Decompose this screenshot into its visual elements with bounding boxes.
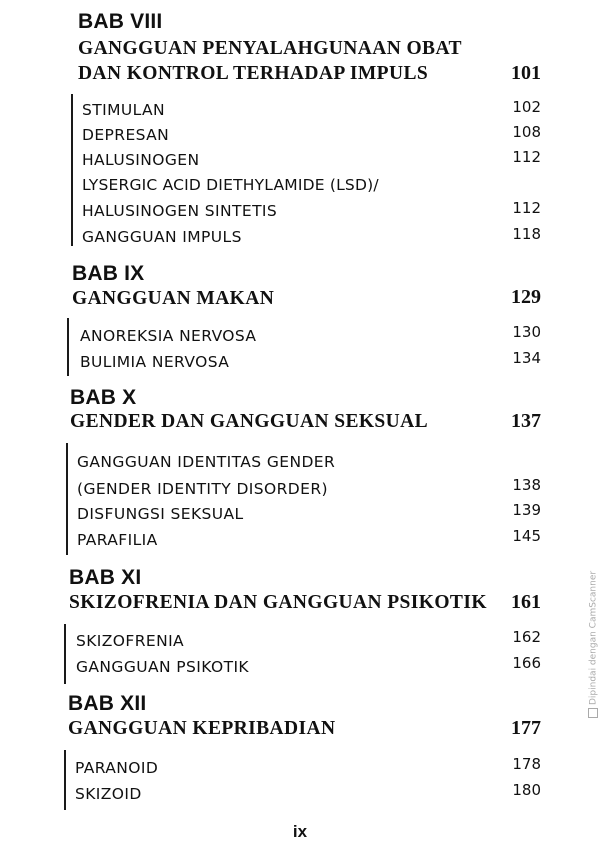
scanner-watermark-text: Dipindai dengan CamScanner	[588, 570, 599, 705]
toc-entry: LYSERGIC ACID DIETHYLAMIDE (LSD)/	[82, 176, 379, 194]
toc-entry: HALUSINOGEN	[82, 151, 200, 169]
chapter-9-page: 129	[511, 286, 541, 308]
chapter-11-label: BAB XI	[69, 566, 142, 589]
toc-entry: PARAFILIA	[77, 531, 158, 549]
chapter-10-page: 137	[511, 410, 541, 432]
chapter-10-rule	[66, 443, 68, 555]
chapter-9-label: BAB IX	[72, 262, 145, 285]
chapter-8-title-line-2: DAN KONTROL TERHADAP IMPULS	[78, 63, 429, 84]
toc-entry-page: 108	[512, 123, 541, 141]
toc-entry: BULIMIA NERVOSA	[80, 353, 230, 371]
chapter-12-page: 177	[511, 717, 541, 739]
toc-entry: SKIZOID	[75, 785, 142, 803]
toc-entry: PARANOID	[75, 759, 159, 777]
chapter-8-page: 101	[511, 62, 541, 84]
toc-entry-page: 134	[512, 349, 541, 367]
chapter-8-label: BAB VIII	[78, 10, 163, 33]
chapter-12-title: GANGGUAN KEPRIBADIAN	[68, 718, 336, 739]
chapter-11-title: SKIZOFRENIA DAN GANGGUAN PSIKOTIK	[69, 592, 487, 613]
chapter-9-title: GANGGUAN MAKAN	[72, 288, 275, 309]
scanner-watermark	[588, 571, 599, 718]
chapter-12-label: BAB XII	[68, 692, 147, 715]
toc-entry-page: 112	[512, 148, 541, 166]
chapter-12-rule	[64, 750, 66, 810]
toc-entry: DEPRESAN	[82, 126, 170, 144]
page-number: ix	[292, 822, 308, 841]
toc-entry: HALUSINOGEN SINTETIS	[82, 202, 278, 220]
toc-entry: GANGGUAN IDENTITAS GENDER	[77, 453, 336, 471]
toc-entry: GANGGUAN IMPULS	[82, 228, 242, 246]
toc-entry-page: 118	[512, 225, 541, 243]
toc-entry-page: 166	[512, 654, 541, 672]
toc-entry-page: 138	[512, 476, 541, 494]
toc-entry: GANGGUAN PSIKOTIK	[76, 658, 249, 676]
chapter-10-title: GENDER DAN GANGGUAN SEKSUAL	[70, 411, 429, 432]
toc-entry-page: 102	[512, 98, 541, 116]
chapter-9-rule	[67, 318, 69, 376]
toc-entry-page: 112	[512, 199, 541, 217]
toc-entry-page: 145	[512, 527, 541, 545]
chapter-11-page: 161	[511, 591, 541, 613]
camscanner-logo-icon	[588, 708, 598, 718]
chapter-10-label: BAB X	[70, 386, 137, 409]
toc-entry-page: 130	[512, 323, 541, 341]
toc-entry-page: 180	[512, 781, 541, 799]
toc-entry: (GENDER IDENTITY DISORDER)	[77, 480, 328, 498]
toc-entry: DISFUNGSI SEKSUAL	[77, 505, 244, 523]
toc-entry: SKIZOFRENIA	[76, 632, 185, 650]
chapter-11-rule	[64, 624, 66, 684]
toc-entry-page: 178	[512, 755, 541, 773]
toc-entry-page: 139	[512, 501, 541, 519]
toc-entry: ANOREKSIA NERVOSA	[80, 327, 257, 345]
toc-entry: STIMULAN	[82, 101, 165, 119]
toc-entry-page: 162	[512, 628, 541, 646]
chapter-8-rule	[71, 94, 73, 246]
chapter-8-title-line-1: GANGGUAN PENYALAHGUNAAN OBAT	[78, 38, 462, 59]
